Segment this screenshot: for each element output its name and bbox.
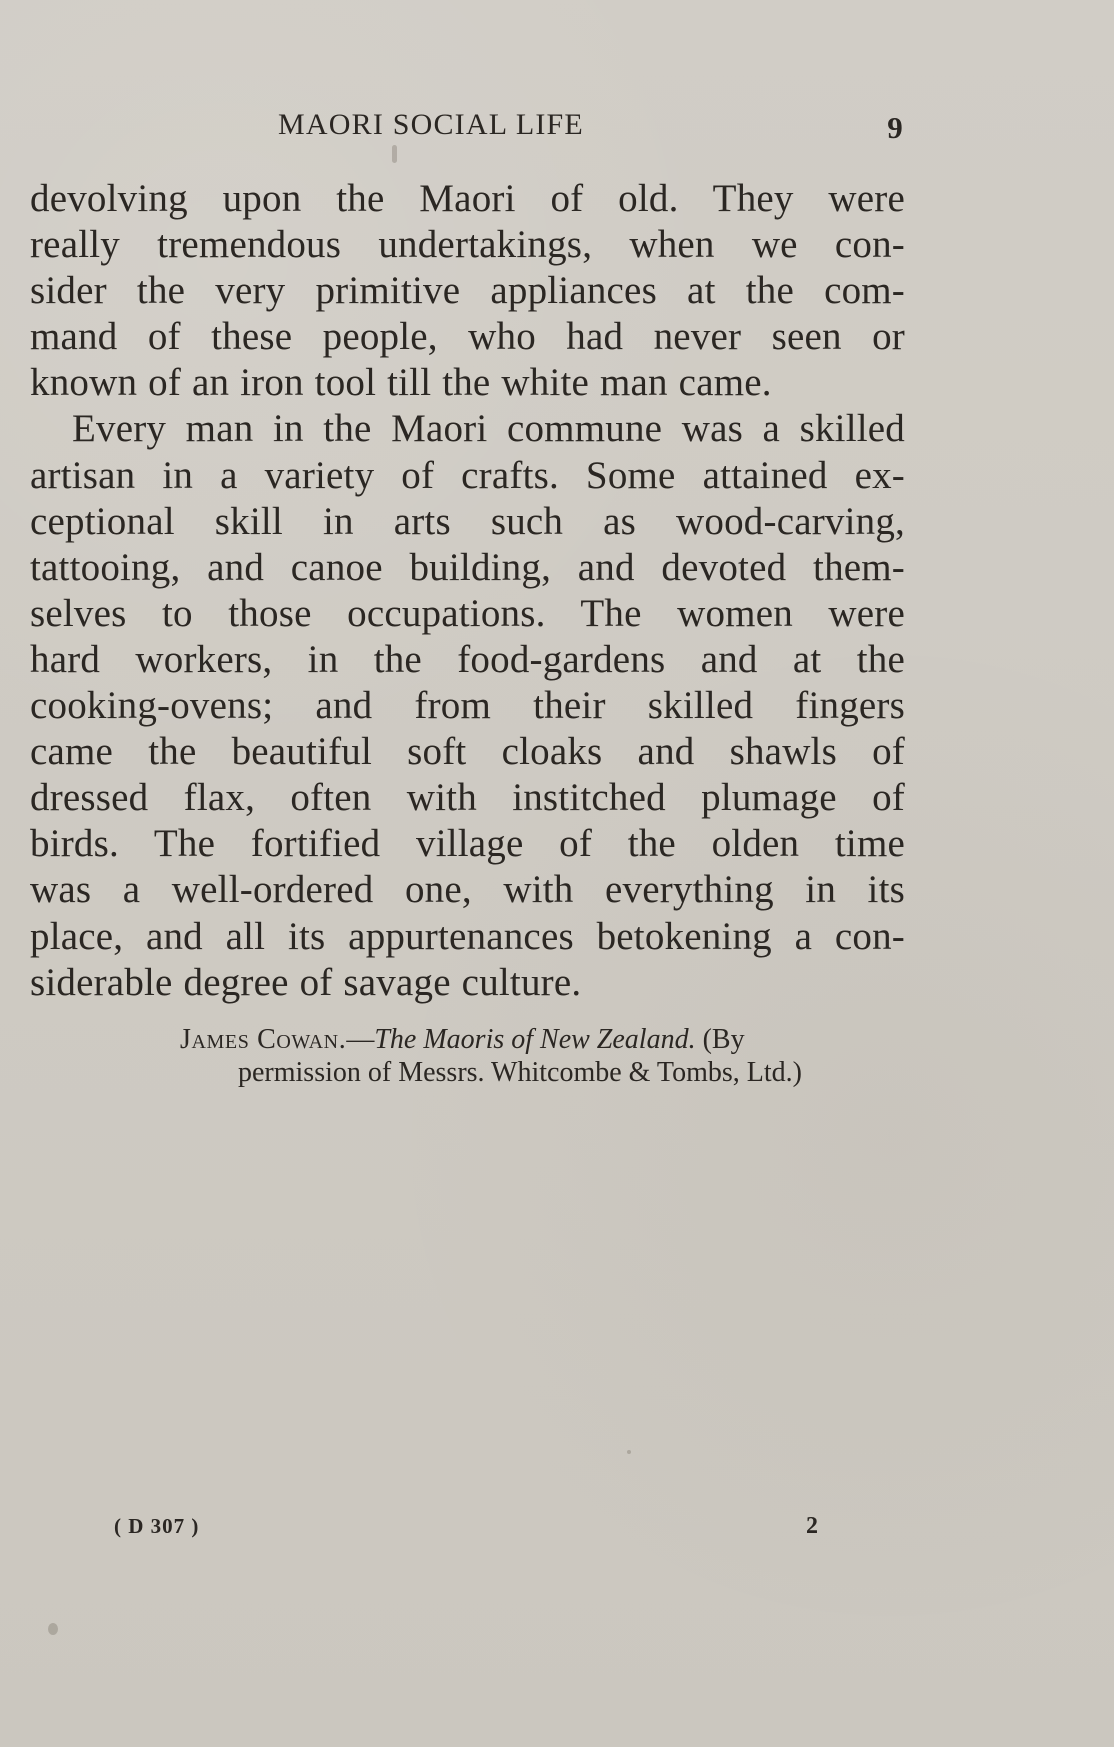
text-line: hard workers, in the food-gardens and at the bbox=[30, 637, 905, 681]
text-line: sider the very primitive appliances at the com- bbox=[30, 269, 905, 313]
text-line: siderable degree of savage culture. bbox=[30, 960, 582, 1004]
attribution-dash: — bbox=[346, 1024, 375, 1055]
printer-signature: ( D 307 ) bbox=[114, 1514, 200, 1538]
text-line: ceptional skill in arts such as wood-carving, bbox=[30, 499, 905, 543]
paper-blemish bbox=[48, 1623, 58, 1635]
text-line: selves to those occupations. The women were bbox=[30, 591, 905, 635]
permission-note-start: (By bbox=[695, 1024, 745, 1055]
text-line: was a well-ordered one, with everything in its bbox=[30, 868, 905, 912]
author-name: James Cowan. bbox=[180, 1024, 347, 1055]
text-line: birds. The fortified village of the olden time bbox=[30, 822, 905, 866]
text-line: known of an iron tool till the white man came. bbox=[30, 361, 772, 405]
running-head bbox=[278, 108, 908, 148]
paragraph-2 bbox=[30, 406, 905, 1005]
text-line: devolving upon the Maori of old. They were bbox=[30, 177, 905, 220]
text-line: mand of these people, who had never seen or bbox=[30, 315, 905, 359]
paper-blemish bbox=[627, 1450, 631, 1454]
body-text bbox=[30, 176, 905, 1006]
text-line: place, and all its appurtenances betokening a con- bbox=[30, 914, 905, 958]
text-line: artisan in a variety of crafts. Some attained ex- bbox=[30, 453, 905, 497]
attribution-line-1 bbox=[180, 1023, 880, 1056]
page-number: 9 bbox=[887, 110, 904, 145]
work-title: The Maoris of New Zealand. bbox=[374, 1024, 696, 1055]
text-line: cooking-ovens; and from their skilled fingers bbox=[30, 684, 905, 728]
text-line: came the beautiful soft cloaks and shawls of bbox=[30, 730, 905, 774]
permission-note: permission of Messrs. Whitcombe & Tombs, Ltd.) bbox=[238, 1057, 802, 1088]
text-line: Every man in the Maori commune was a skilled bbox=[72, 407, 905, 451]
sheet-number: 2 bbox=[806, 1513, 818, 1539]
text-line: dressed flax, often with institched plumage of bbox=[30, 776, 905, 820]
text-line: tattooing, and canoe building, and devoted them- bbox=[30, 545, 905, 589]
text-line: really tremendous undertakings, when we con- bbox=[30, 223, 905, 267]
running-title: MAORI SOCIAL LIFE bbox=[278, 108, 584, 141]
attribution bbox=[180, 1023, 880, 1089]
paragraph-1 bbox=[30, 176, 905, 406]
